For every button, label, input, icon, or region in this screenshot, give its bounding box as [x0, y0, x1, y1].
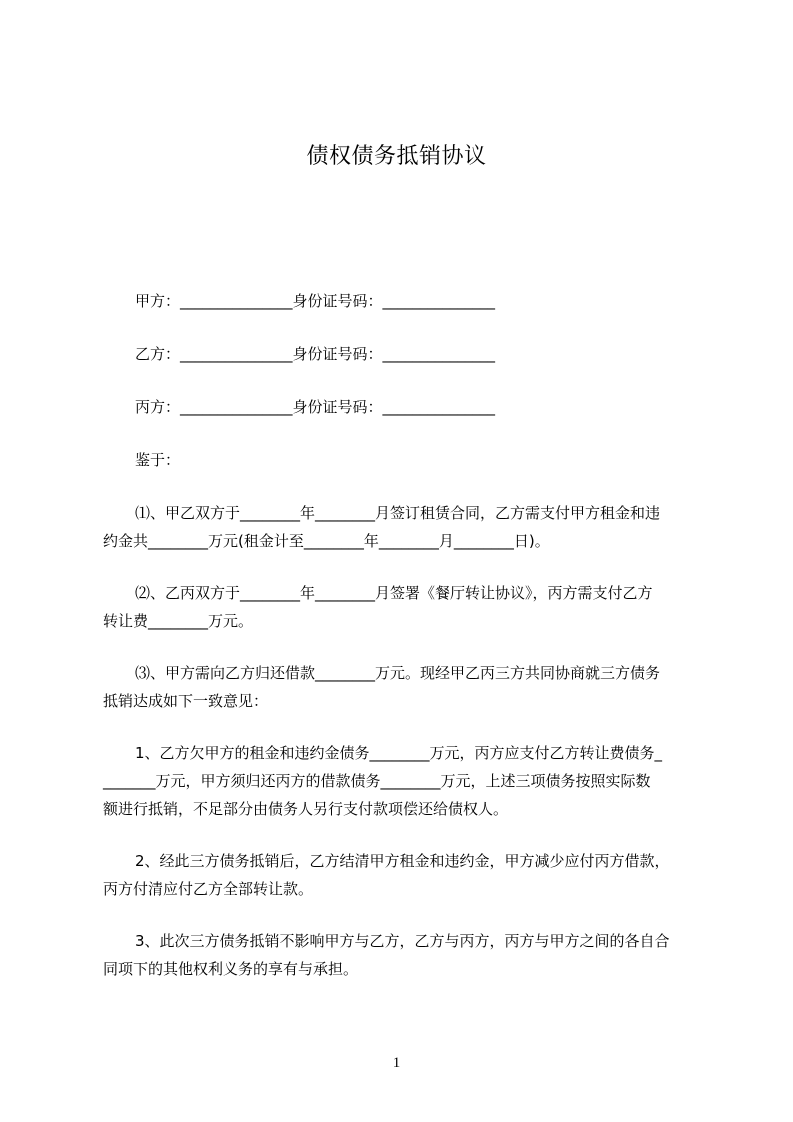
whereas-label: 鉴于：: [135, 451, 181, 469]
clause-3-line-2: 同项下的其他权利义务的享有与承担。: [103, 960, 359, 978]
recital-1-line-2: 约金共________万元(租金计至________年________月________日)。: [103, 532, 550, 550]
party-a-line: 甲方：_______________身份证号码：_______________: [135, 292, 496, 310]
page-number: 1: [392, 1055, 401, 1071]
clause-2-line-1: 2、经此三方债务抵销后，乙方结清甲方租金和违约金，甲方减少应付丙方借款，: [135, 852, 670, 870]
recital-2-line-2: 转让费________万元。: [103, 612, 254, 630]
clause-1-line-2: _______万元，甲方须归还丙方的借款债务________万元，上述三项债务按照实际数: [103, 772, 651, 790]
party-c-line: 丙方：_______________身份证号码：_______________: [135, 398, 496, 416]
recital-3-line-1: ⑶、甲方需向乙方归还借款________万元。现经甲乙丙三方共同协商就三方债务: [135, 664, 661, 682]
recital-1-line-1: ⑴、甲乙双方于________年________月签订租赁合同，乙方需支付甲方租金和违: [135, 504, 661, 522]
document-title: 债权债务抵销协议: [306, 144, 487, 169]
recital-2-line-1: ⑵、乙丙双方于________年________月签署《餐厅转让协议》，丙方需支付乙方: [135, 584, 653, 602]
clause-1-line-1: 1、乙方欠甲方的租金和违约金债务________万元，丙方应支付乙方转让费债务_: [135, 744, 663, 762]
recital-3-line-2: 抵销达成如下一致意见：: [103, 692, 269, 710]
party-b-line: 乙方：_______________身份证号码：_______________: [135, 345, 496, 363]
clause-1-line-3: 额进行抵销，不足部分由债务人另行支付款项偿还给债权人。: [103, 800, 509, 818]
clause-2-line-2: 丙方付清应付乙方全部转让款。: [103, 880, 314, 898]
clause-3-line-1: 3、此次三方债务抵销不影响甲方与乙方，乙方与丙方，丙方与甲方之间的各自合: [135, 932, 670, 950]
